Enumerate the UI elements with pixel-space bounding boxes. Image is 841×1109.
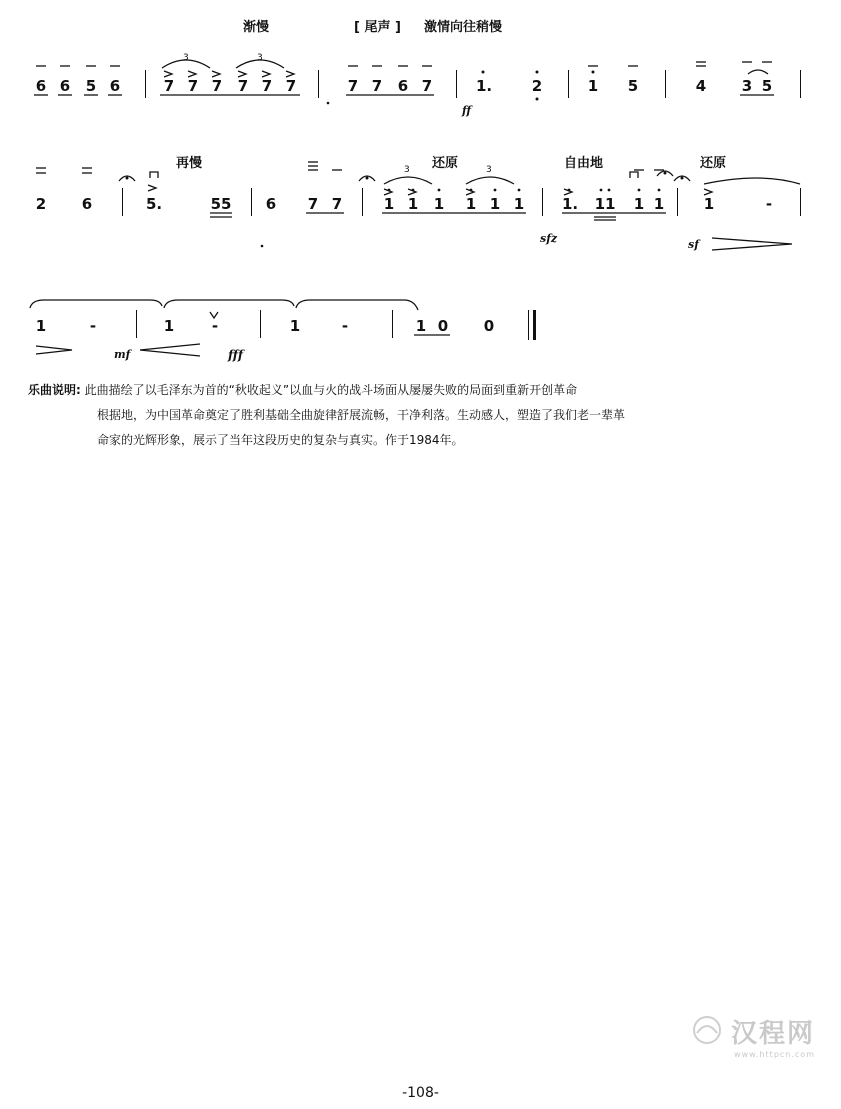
note: 6	[265, 195, 277, 213]
note: 5	[85, 77, 97, 95]
section-mark-coda: [ 尾声 ]	[354, 20, 401, 35]
svg-text:3: 3	[404, 165, 410, 175]
note: 1	[489, 195, 501, 213]
note: 1	[587, 77, 599, 95]
note: 7	[347, 77, 359, 95]
note: 0	[483, 317, 495, 335]
watermark-name: 汉程网	[730, 1019, 815, 1049]
expression-mark: 激情向往稍慢	[424, 20, 503, 35]
tempo-mark-zaiman: 再慢	[176, 156, 203, 171]
svg-text:3: 3	[183, 53, 189, 63]
note: 1	[163, 317, 175, 335]
note: 1	[433, 195, 445, 213]
note: -	[341, 317, 349, 335]
dynamic-sfz: sfz	[540, 232, 558, 245]
svg-text:3: 3	[486, 165, 492, 175]
note: 6	[397, 77, 409, 95]
note: 11	[594, 195, 616, 213]
tempo-mark-jianman: 渐慢	[243, 20, 270, 35]
note: 1	[383, 195, 395, 213]
watermark-url: www.httpcn.com	[734, 1050, 815, 1059]
note: 1	[407, 195, 419, 213]
dynamic-fff: fff	[228, 348, 244, 362]
note: 6	[59, 77, 71, 95]
music-description	[28, 378, 808, 453]
note: 7	[285, 77, 297, 95]
dynamic-sf: sf	[688, 238, 699, 251]
note: 1	[633, 195, 645, 213]
note: 1.	[562, 195, 579, 213]
watermark-logo-icon	[687, 1013, 727, 1047]
note: 7	[371, 77, 383, 95]
tempo-mark-huanyuan: 还原	[700, 156, 727, 171]
notation-marks-system-1	[0, 0, 841, 130]
note: 5	[761, 77, 773, 95]
svg-text:3: 3	[257, 53, 263, 63]
dynamic-ff: ff	[462, 104, 472, 117]
note: 7	[261, 77, 273, 95]
note: 1	[513, 195, 525, 213]
note: 0	[437, 317, 449, 335]
watermark	[731, 1013, 815, 1059]
note: -	[765, 195, 773, 213]
note: 7	[331, 195, 343, 213]
tempo-mark-huanyuan: 还原	[432, 156, 459, 171]
note: 1.	[476, 77, 493, 95]
page-number: -108-	[402, 1085, 439, 1101]
dynamic-mf: mf	[114, 348, 131, 361]
notation-marks-system-2	[0, 140, 841, 270]
notation-marks-system-3	[0, 290, 841, 370]
description-line-2: 根据地，为中国革命奠定了胜利基础全曲旋律舒展流畅，干净利落。生动感人，塑造了我们老一辈革	[97, 408, 626, 422]
note: 1	[289, 317, 301, 335]
note: 2	[35, 195, 47, 213]
note: 2	[531, 77, 543, 95]
description-line-3: 命家的光辉形象，展示了当年这段历史的复杂与真实。作于1984年。	[97, 433, 464, 447]
note: -	[89, 317, 97, 335]
note: 7	[187, 77, 199, 95]
note: 7	[421, 77, 433, 95]
description-line-1: 此曲描绘了以毛泽东为首的“秋收起义”以血与火的战斗场面从屡屡失败的局面到重新开创革命	[84, 383, 578, 397]
note: 3	[741, 77, 753, 95]
note: -	[211, 317, 219, 335]
note: 1	[703, 195, 715, 213]
note: 6	[109, 77, 121, 95]
note: 1	[35, 317, 47, 335]
note: 7	[163, 77, 175, 95]
note: 1	[653, 195, 665, 213]
note: 5	[627, 77, 639, 95]
note: 6	[81, 195, 93, 213]
note: 6	[35, 77, 47, 95]
note: 55	[210, 195, 232, 213]
note: 7	[211, 77, 223, 95]
note: 5.	[146, 195, 163, 213]
note: 1	[465, 195, 477, 213]
note: 4	[695, 77, 707, 95]
note: 7	[307, 195, 319, 213]
description-label: 乐曲说明:	[28, 383, 81, 397]
note: 1	[415, 317, 427, 335]
note: 7	[237, 77, 249, 95]
tempo-mark-ziyoudi: 自由地	[564, 156, 604, 171]
